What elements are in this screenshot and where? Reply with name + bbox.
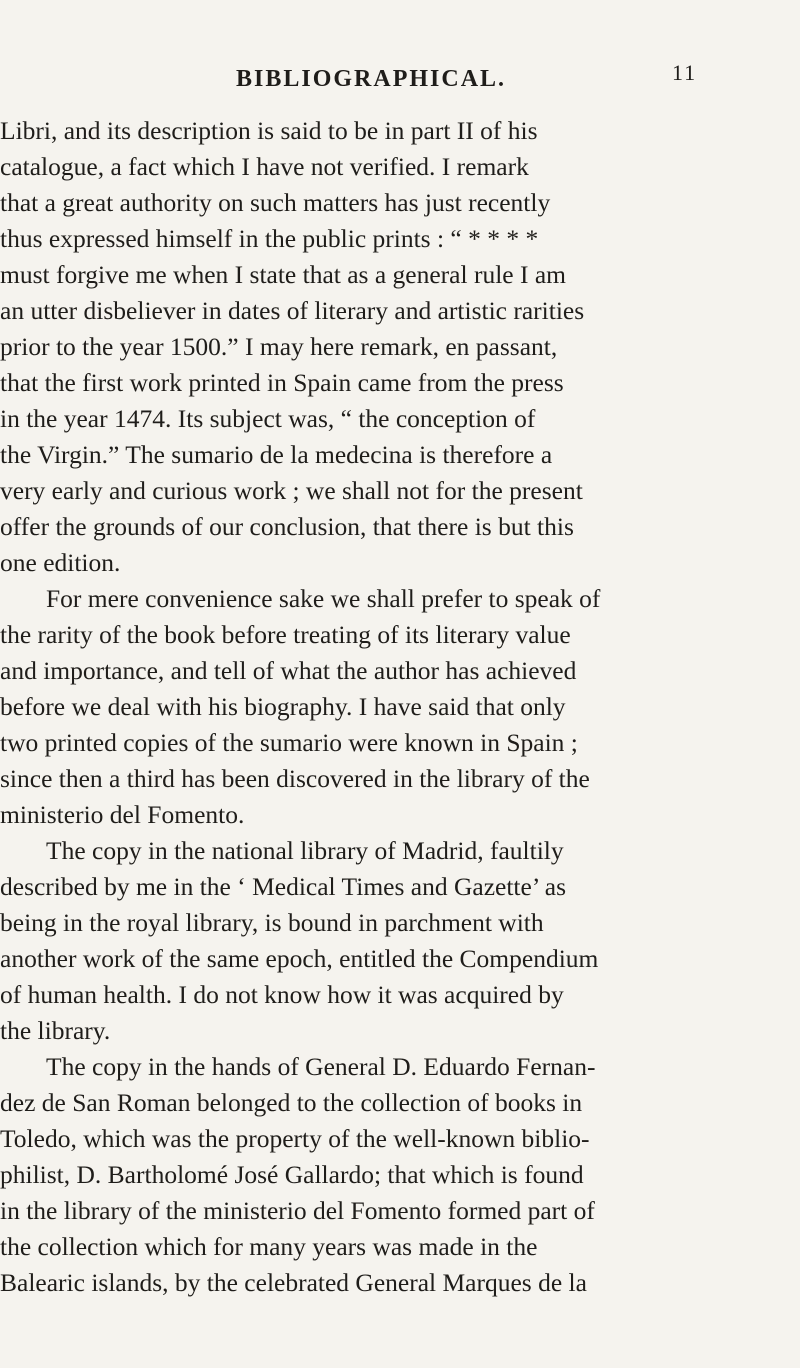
- text-line: one edition.: [0, 548, 121, 577]
- text-line: of human health. I do not know how it was acquired by: [0, 980, 564, 1009]
- text-line: dez de San Roman belonged to the collection of books in: [0, 1088, 583, 1117]
- text-line: in the year 1474. Its subject was, “ the conception of: [0, 404, 536, 433]
- text-line: that the first work printed in Spain came from the press: [0, 368, 564, 397]
- running-head: [0, 60, 800, 106]
- text-line: prior to the year 1500.” I may here remark, en passant,: [0, 332, 558, 361]
- page-number: 11: [672, 60, 698, 85]
- text-line: that a great authority on such matters has just recently: [0, 188, 551, 217]
- text-line: in the library of the ministerio del Fomento formed part of: [0, 1196, 595, 1225]
- text-line: catalogue, a fact which I have not verified. I remark: [0, 152, 529, 181]
- text-line: an utter disbeliever in dates of literary and artistic rarities: [0, 296, 585, 325]
- text-line: Toledo, which was the property of the well-known biblio-: [0, 1124, 590, 1153]
- text-line: and importance, and tell of what the author has achieved: [0, 656, 577, 685]
- text-line: another work of the same epoch, entitled the Compendium: [0, 944, 599, 973]
- text-line: must forgive me when I state that as a general rule I am: [0, 260, 566, 289]
- text-line: the collection which for many years was made in the: [0, 1232, 538, 1261]
- running-title: BIBLIOGRAPHICAL.: [236, 66, 507, 92]
- text-line: since then a third has been discovered in the library of the: [0, 764, 590, 793]
- text-line: two printed copies of the sumario were known in Spain ;: [0, 728, 578, 757]
- text-line: the library.: [0, 1016, 111, 1045]
- paragraph-first-line: The copy in the hands of General D. Eduardo Fernan-: [46, 1052, 596, 1081]
- text-line: ministerio del Fomento.: [0, 800, 245, 829]
- paragraph-first-line: For mere convenience sake we shall prefer to speak of: [46, 584, 601, 613]
- text-line: very early and curious work ; we shall not for the present: [0, 476, 583, 505]
- text-line: offer the grounds of our conclusion, that there is but this: [0, 512, 574, 541]
- text-line: described by me in the ‘ Medical Times and Gazette’ as: [0, 872, 567, 901]
- text-line: being in the royal library, is bound in parchment with: [0, 908, 544, 937]
- text-line: philist, D. Bartholomé José Gallardo; that which is found: [0, 1160, 584, 1189]
- text-line: Balearic islands, by the celebrated General Marques de la: [0, 1268, 587, 1297]
- paragraph-first-line: The copy in the national library of Madrid, faultily: [46, 836, 564, 865]
- text-line: before we deal with his biography. I have said that only: [0, 692, 566, 721]
- text-line: the Virgin.” The sumario de la medecina is therefore a: [0, 440, 553, 469]
- text-line: thus expressed himself in the public prints : “ * * * *: [0, 224, 539, 253]
- text-line: the rarity of the book before treating of its literary value: [0, 620, 571, 649]
- text-line: Libri, and its description is said to be in part II of his: [0, 116, 538, 145]
